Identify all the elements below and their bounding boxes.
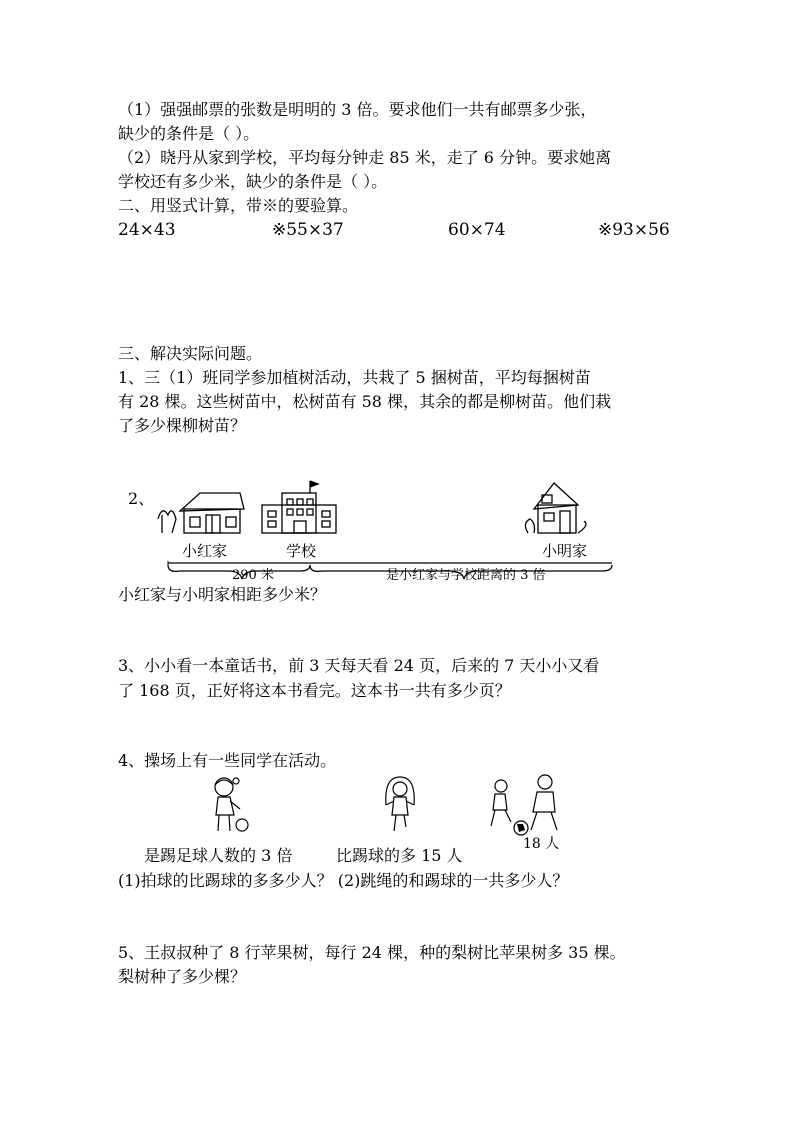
label-3-times: 是小红家与学校距离的 3 倍: [386, 568, 546, 583]
problem2-number: 2、: [128, 489, 155, 508]
child-skipping-rope-icon: [380, 775, 420, 840]
problem5-line2: 梨树种了多少棵？: [118, 967, 247, 986]
problem5-line1: 5、王叔叔种了 8 行苹果树，每行 24 棵，种的梨树比苹果树多 35 棵。: [118, 943, 626, 962]
section2-heading: 二、用竖式计算，带※的要验算。: [118, 196, 359, 215]
section3-heading: 三、解决实际问题。: [118, 344, 263, 363]
q1-line1: （1）强强邮票的张数是明明的 3 倍。要求他们一共有邮票多少张，: [118, 100, 597, 119]
label-school: 学校: [286, 542, 317, 560]
caption-3-times: 是踢足球人数的 3 倍: [144, 846, 293, 865]
q2-line1: （2）晓丹从家到学校，平均每分钟走 85 米，走了 6 分钟。要求她离: [118, 148, 612, 167]
problem1-line2: 有 28 棵。这些树苗中，松树苗有 58 棵，其余的都是柳树苗。他们栽: [118, 392, 612, 411]
calc-problem-1: 24×43: [118, 220, 176, 240]
xiaoming-house-icon: [525, 483, 586, 533]
distance-diagram: [150, 475, 620, 585]
school-building-icon: [262, 481, 336, 533]
problem1-line1: 1、三（1）班同学参加植树活动，共栽了 5 捆树苗，平均每捆树苗: [118, 368, 591, 387]
label-xiaoming-home: 小明家: [542, 542, 588, 560]
calc-problem-2: ※55×37: [272, 220, 344, 240]
calc-problem-4: ※93×56: [598, 220, 670, 240]
problem1-line3: 了多少棵柳树苗？: [118, 416, 247, 435]
girl-bouncing-ball-icon: [200, 775, 260, 840]
label-xiaohong-home: 小红家: [182, 542, 228, 560]
xiaohong-house-icon: [158, 493, 244, 533]
problem3-line2: 了 168 页，正好将这本书看完。这本书一共有多少页？: [118, 681, 511, 700]
problem2-question: 小红家与小明家相距多少米？: [118, 585, 327, 604]
label-290m: 290 米: [232, 568, 274, 583]
q1-line2: 缺少的条件是（ ）。: [118, 124, 260, 143]
caption-plus-15: 比踢球的多 15 人: [336, 846, 463, 865]
problem4-questions: (1)拍球的比踢球的多多少人？ (2)跳绳的和踢球的一共多少人？: [118, 871, 569, 890]
problem4-line1: 4、操场上有一些同学在活动。: [118, 751, 337, 770]
calc-problem-3: 60×74: [448, 220, 506, 240]
children-playing-football-icon: [485, 772, 575, 842]
q2-line2: 学校还有多少米，缺少的条件是（ ）。: [118, 172, 388, 191]
problem3-line1: 3、小小看一本童话书，前 3 天每天看 24 页，后来的 7 天小小又看: [118, 656, 600, 675]
caption-18-people: 18 人: [523, 836, 560, 852]
